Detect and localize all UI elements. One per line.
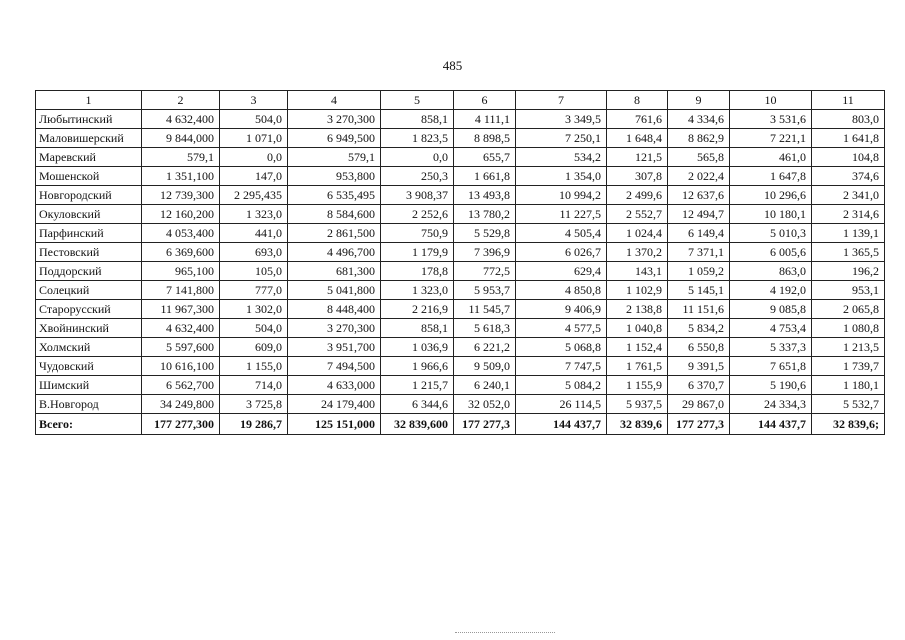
district-name: Парфинский [36,224,142,243]
table-cell: 6 562,700 [142,376,220,395]
table-cell: 3 951,700 [288,338,381,357]
table-row [36,262,885,281]
table-cell: 6 370,7 [668,376,730,395]
table-cell: 5 068,8 [516,338,607,357]
table-cell: 609,0 [220,338,288,357]
total-row [36,414,885,435]
table-cell: 714,0 [220,376,288,395]
table-cell: 953,800 [288,167,381,186]
table-cell: 1 641,8 [812,129,885,148]
table-cell: 32 052,0 [454,395,516,414]
table-cell: 1 365,5 [812,243,885,262]
table-cell: 9 509,0 [454,357,516,376]
table-cell: 6 240,1 [454,376,516,395]
table-cell: 6 026,7 [516,243,607,262]
table-row [36,186,885,205]
table-cell: 178,8 [381,262,454,281]
district-name: Маревский [36,148,142,167]
table-cell: 4 577,5 [516,319,607,338]
table-cell: 2 295,435 [220,186,288,205]
table-cell: 1 647,8 [730,167,812,186]
district-name: Маловишерский [36,129,142,148]
table-cell: 2 499,6 [607,186,668,205]
table-cell: 1 179,9 [381,243,454,262]
table-cell: 504,0 [220,319,288,338]
table-cell: 1 302,0 [220,300,288,319]
table-cell: 6 535,495 [288,186,381,205]
total-cell: 19 286,7 [220,414,288,435]
table-cell: 863,0 [730,262,812,281]
table-cell: 5 597,600 [142,338,220,357]
table-cell: 104,8 [812,148,885,167]
table-cell: 1 354,0 [516,167,607,186]
table-cell: 8 584,600 [288,205,381,224]
table-cell: 2 861,500 [288,224,381,243]
table-row [36,205,885,224]
total-label: Всего: [36,414,142,435]
table-cell: 4 632,400 [142,110,220,129]
district-name: Хвойнинский [36,319,142,338]
table-cell: 0,0 [381,148,454,167]
table-cell: 761,6 [607,110,668,129]
table-cell: 6 005,6 [730,243,812,262]
table-cell: 803,0 [812,110,885,129]
table-cell: 11 151,6 [668,300,730,319]
table-cell: 12 494,7 [668,205,730,224]
table-cell: 5 532,7 [812,395,885,414]
table-cell: 4 334,6 [668,110,730,129]
table-cell: 1 761,5 [607,357,668,376]
table-cell: 5 937,5 [607,395,668,414]
table-cell: 1 739,7 [812,357,885,376]
table-cell: 10 180,1 [730,205,812,224]
table-cell: 1 071,0 [220,129,288,148]
table-cell: 9 406,9 [516,300,607,319]
table-cell: 4 496,700 [288,243,381,262]
table-cell: 7 747,5 [516,357,607,376]
table-cell: 1 823,5 [381,129,454,148]
table-cell: 777,0 [220,281,288,300]
district-name: Холмский [36,338,142,357]
table-cell: 504,0 [220,110,288,129]
district-name: Солецкий [36,281,142,300]
total-cell: 144 437,7 [730,414,812,435]
table-cell: 374,6 [812,167,885,186]
district-name: Поддорский [36,262,142,281]
table-cell: 13 780,2 [454,205,516,224]
table-row [36,224,885,243]
table-row [36,338,885,357]
table-cell: 4 753,4 [730,319,812,338]
table-cell: 34 249,800 [142,395,220,414]
table-cell: 1 351,100 [142,167,220,186]
table-cell: 0,0 [220,148,288,167]
table-cell: 7 396,9 [454,243,516,262]
table-cell: 6 550,8 [668,338,730,357]
table-cell: 1 966,6 [381,357,454,376]
table-cell: 7 371,1 [668,243,730,262]
table-cell: 10 994,2 [516,186,607,205]
table-cell: 5 618,3 [454,319,516,338]
district-name: Новгородский [36,186,142,205]
table-cell: 7 494,500 [288,357,381,376]
total-cell: 177 277,3 [668,414,730,435]
table-row [36,110,885,129]
table-cell: 2 341,0 [812,186,885,205]
budget-table [35,90,885,435]
table-cell: 2 252,6 [381,205,454,224]
table-cell: 5 041,800 [288,281,381,300]
table-cell: 1 648,4 [607,129,668,148]
table-cell: 1 323,0 [381,281,454,300]
table-cell: 858,1 [381,110,454,129]
table-row [36,300,885,319]
column-header: 10 [730,91,812,110]
table-row [36,357,885,376]
table-cell: 4 111,1 [454,110,516,129]
scan-artifact [455,632,555,637]
table-cell: 1 323,0 [220,205,288,224]
table-cell: 24 179,400 [288,395,381,414]
table-cell: 196,2 [812,262,885,281]
table-cell: 3 725,8 [220,395,288,414]
table-cell: 965,100 [142,262,220,281]
total-cell: 32 839,6; [812,414,885,435]
table-cell: 693,0 [220,243,288,262]
table-cell: 4 633,000 [288,376,381,395]
table-cell: 9 085,8 [730,300,812,319]
table-cell: 1 661,8 [454,167,516,186]
table-cell: 9 844,000 [142,129,220,148]
table-cell: 2 138,8 [607,300,668,319]
table-cell: 5 337,3 [730,338,812,357]
column-header: 8 [607,91,668,110]
table-cell: 12 160,200 [142,205,220,224]
table-cell: 12 637,6 [668,186,730,205]
district-name: Окуловский [36,205,142,224]
column-header: 11 [812,91,885,110]
table-cell: 3 531,6 [730,110,812,129]
table-cell: 681,300 [288,262,381,281]
table-cell: 655,7 [454,148,516,167]
table-row [36,319,885,338]
table-cell: 6 221,2 [454,338,516,357]
table-cell: 534,2 [516,148,607,167]
table-cell: 5 145,1 [668,281,730,300]
table-cell: 143,1 [607,262,668,281]
table-cell: 4 505,4 [516,224,607,243]
table-row [36,148,885,167]
table-cell: 7 250,1 [516,129,607,148]
table-cell: 5 084,2 [516,376,607,395]
table-cell: 953,1 [812,281,885,300]
table-row [36,167,885,186]
table-cell: 5 190,6 [730,376,812,395]
total-cell: 125 151,000 [288,414,381,435]
table-cell: 24 334,3 [730,395,812,414]
table-cell: 5 953,7 [454,281,516,300]
column-header: 1 [36,91,142,110]
total-cell: 32 839,600 [381,414,454,435]
table-cell: 3 270,300 [288,319,381,338]
table-cell: 5 010,3 [730,224,812,243]
table-cell: 10 296,6 [730,186,812,205]
table-cell: 4 632,400 [142,319,220,338]
table-cell: 1 213,5 [812,338,885,357]
table-cell: 461,0 [730,148,812,167]
table-row [36,281,885,300]
table-cell: 5 529,8 [454,224,516,243]
table-cell: 250,3 [381,167,454,186]
table-cell: 858,1 [381,319,454,338]
table-row [36,376,885,395]
district-name: Чудовский [36,357,142,376]
table-cell: 1 155,0 [220,357,288,376]
table-cell: 11 545,7 [454,300,516,319]
page-number: 485 [442,58,463,73]
table-cell: 8 898,5 [454,129,516,148]
table-cell: 4 053,400 [142,224,220,243]
district-name: Мошенской [36,167,142,186]
table-cell: 11 967,300 [142,300,220,319]
table-cell: 8 448,400 [288,300,381,319]
table-cell: 6 344,6 [381,395,454,414]
table-cell: 1 024,4 [607,224,668,243]
table-cell: 307,8 [607,167,668,186]
table-cell: 7 141,800 [142,281,220,300]
column-header: 6 [454,91,516,110]
total-cell: 177 277,300 [142,414,220,435]
header-row [36,91,885,110]
table-cell: 3 349,5 [516,110,607,129]
table-cell: 2 065,8 [812,300,885,319]
total-cell: 144 437,7 [516,414,607,435]
table-row [36,243,885,262]
column-header: 3 [220,91,288,110]
table-cell: 629,4 [516,262,607,281]
table-cell: 8 862,9 [668,129,730,148]
district-name: Пестовский [36,243,142,262]
total-cell: 32 839,6 [607,414,668,435]
table-cell: 10 616,100 [142,357,220,376]
table-cell: 2 552,7 [607,205,668,224]
table-cell: 3 270,300 [288,110,381,129]
table-cell: 1 080,8 [812,319,885,338]
table-cell: 1 152,4 [607,338,668,357]
table-cell: 7 651,8 [730,357,812,376]
table-cell: 6 149,4 [668,224,730,243]
table-cell: 4 850,8 [516,281,607,300]
table-cell: 6 369,600 [142,243,220,262]
column-header: 2 [142,91,220,110]
table-cell: 5 834,2 [668,319,730,338]
table-cell: 29 867,0 [668,395,730,414]
district-name: Любытинский [36,110,142,129]
column-header: 5 [381,91,454,110]
district-name: Старорусский [36,300,142,319]
district-name: В.Новгород [36,395,142,414]
total-cell: 177 277,3 [454,414,516,435]
table-cell: 12 739,300 [142,186,220,205]
table-cell: 1 059,2 [668,262,730,281]
table-cell: 1 139,1 [812,224,885,243]
table-cell: 565,8 [668,148,730,167]
table-cell: 1 180,1 [812,376,885,395]
table-cell: 1 102,9 [607,281,668,300]
table-cell: 1 215,7 [381,376,454,395]
column-header: 9 [668,91,730,110]
table-row [36,395,885,414]
table-cell: 2 216,9 [381,300,454,319]
table-cell: 579,1 [142,148,220,167]
table-cell: 9 391,5 [668,357,730,376]
table-cell: 13 493,8 [454,186,516,205]
table-row [36,129,885,148]
table-cell: 121,5 [607,148,668,167]
table-cell: 1 370,2 [607,243,668,262]
table-cell: 2 314,6 [812,205,885,224]
table-cell: 147,0 [220,167,288,186]
table-body [36,110,885,414]
table-cell: 1 155,9 [607,376,668,395]
table-cell: 772,5 [454,262,516,281]
table-cell: 1 040,8 [607,319,668,338]
table-cell: 26 114,5 [516,395,607,414]
table-cell: 750,9 [381,224,454,243]
table-cell: 2 022,4 [668,167,730,186]
table-cell: 7 221,1 [730,129,812,148]
column-header: 7 [516,91,607,110]
table-cell: 1 036,9 [381,338,454,357]
table-cell: 6 949,500 [288,129,381,148]
table-cell: 441,0 [220,224,288,243]
table-cell: 579,1 [288,148,381,167]
district-name: Шимский [36,376,142,395]
column-header: 4 [288,91,381,110]
table-cell: 4 192,0 [730,281,812,300]
table-cell: 11 227,5 [516,205,607,224]
table-cell: 3 908,37 [381,186,454,205]
table-cell: 105,0 [220,262,288,281]
